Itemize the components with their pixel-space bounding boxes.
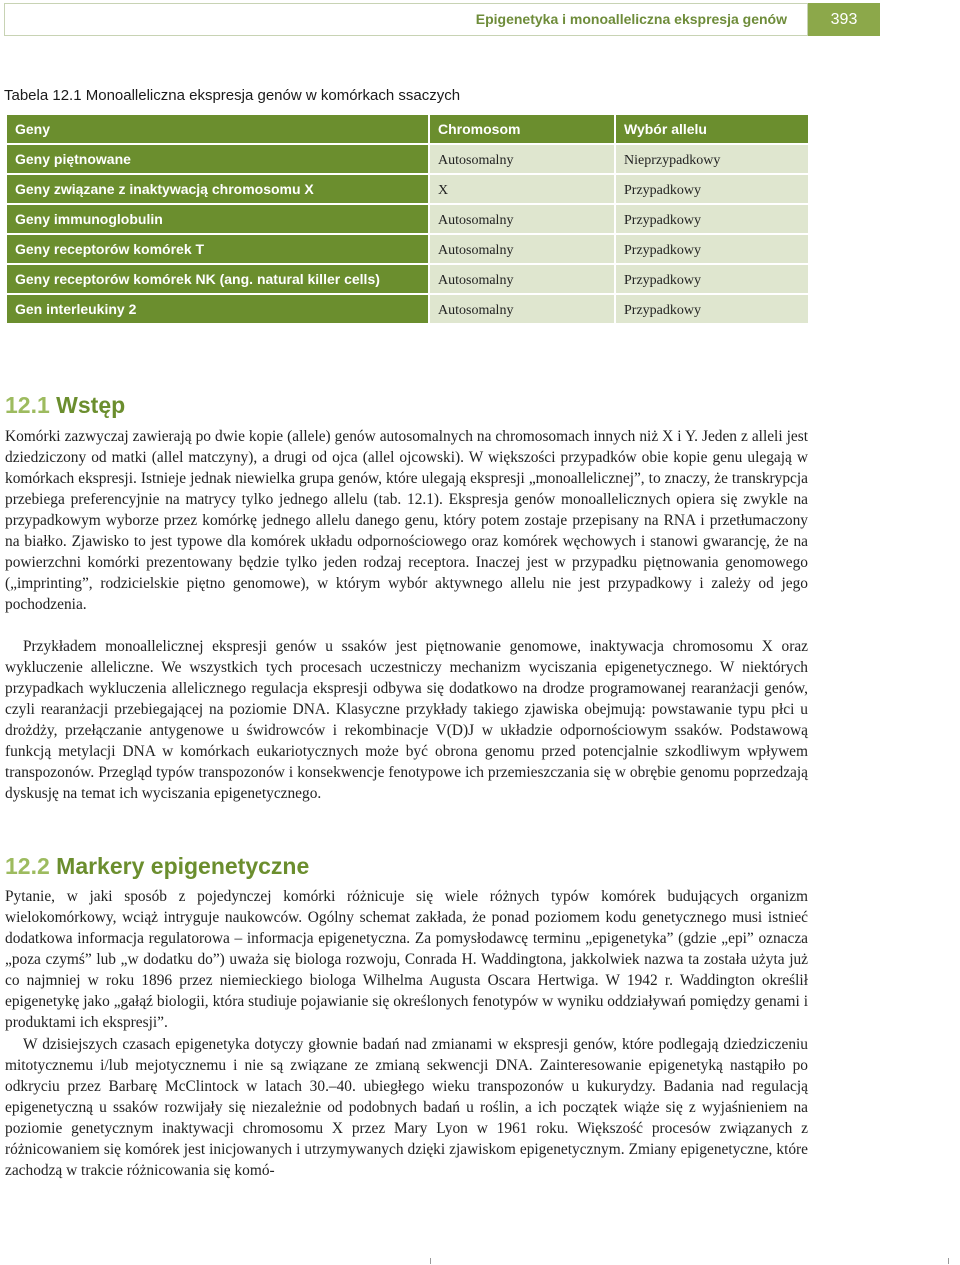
gene-cell: Geny piętnowane [6, 144, 429, 174]
table-caption: Tabela 12.1 Monoalleliczna ekspresja genów w komórkach ssaczych [4, 87, 461, 104]
gene-cell: Gen interleukiny 2 [6, 294, 429, 324]
table-row [6, 204, 809, 234]
table-row [6, 294, 809, 324]
gene-cell: Geny receptorów komórek T [6, 234, 429, 264]
allele-choice-cell: Nieprzypadkowy [615, 144, 809, 174]
paragraph: Pytanie, w jaki sposób z pojedynczej komórki różnicuje się wiele różnych typów komórek budujących organizm wielokomórkowy, wciąż intryguje naukowców. Ogólny schemat zakłada, że ponad poziomem kodu genetycznego musi istnieć dodatkowa informacja regulatorowa – informacja epigenetyczna. Za pomysłodawcę terminu „epigenetyka” (gdzie „epi” oznacza „poza czymś” lub „w dodatku do”) uważa się biologa rozwoju, Conrada H. Waddingtona, jakkolwiek nazwa ta została użyta już co najmniej w roku 1896 przez niemieckiego biologa Wilhelma Augusta Oscara Hertwiga. W 1942 r. Waddington określił epigenetykę jako „gałąź biologii, która studiuje pojawianie się określonych fenotypów w wyniku oddziaływań pomiędzy genami i produktami ich ekspresji”. [5, 888, 808, 1031]
table-row [6, 234, 809, 264]
column-header-genes: Geny [6, 114, 429, 144]
gene-cell: Geny immunoglobulin [6, 204, 429, 234]
section-heading-markers [5, 853, 309, 880]
allele-choice-cell: Przypadkowy [615, 294, 809, 324]
section-number: 12.2 [5, 853, 50, 879]
allele-choice-cell: Przypadkowy [615, 204, 809, 234]
section-number: 12.1 [5, 392, 50, 418]
column-header-chromosome: Chromosom [429, 114, 615, 144]
allele-choice-cell: Przypadkowy [615, 234, 809, 264]
section-heading-intro [5, 392, 125, 419]
chromosome-cell: X [429, 174, 615, 204]
table-row [6, 144, 809, 174]
page-number: 393 [808, 3, 880, 36]
allele-choice-cell: Przypadkowy [615, 174, 809, 204]
chromosome-cell: Autosomalny [429, 204, 615, 234]
chromosome-cell: Autosomalny [429, 144, 615, 174]
running-title: Epigenetyka i monoalleliczna ekspresja genów [475, 11, 787, 27]
crop-mark [948, 1258, 949, 1264]
paragraph: Przykładem monoallelicznej ekspresji genów u ssaków jest piętnowanie genomowe, inaktywacja chromosomu X oraz wykluczenie alleliczne. We wszystkich tych procesach uczestniczy mechanizm wyciszania epigenetycznego. W niektórych przypadkach wykluczenia allelicznego regulacja ekspresji odbywa się dodatkowo na drodze programowanej rearanżacji genów, czyli rearanżacji przebiegającej na poziomie DNA. Klasyczne przykłady takiego zjawiska obejmują: powstawanie typu płci u drożdży, przełączanie antygenowe u świdrowców i rekombinacje V(D)J w układzie odpornościowym ssaków. Podstawową funkcją metylacji DNA w komórkach eukariotycznych może być obrona genomu przed potencjalnie szkodliwym wpływem transpozonów. Przegląd typów transpozonów i konsekwencje fenotypowe ich przemieszczania się w obrębie genomu poprzedzają dyskusję na temat ich wyciszania epigenetycznego. [5, 638, 808, 802]
crop-mark [430, 1258, 431, 1264]
section-title: Markery epigenetyczne [56, 853, 310, 879]
section-title: Wstęp [56, 392, 126, 418]
gene-cell: Geny związane z inaktywacją chromosomu X [6, 174, 429, 204]
table-header-row [6, 114, 809, 144]
column-header-allele-choice: Wybór allelu [615, 114, 809, 144]
chromosome-cell: Autosomalny [429, 294, 615, 324]
chromosome-cell: Autosomalny [429, 264, 615, 294]
table-row [6, 174, 809, 204]
gene-expression-table [5, 113, 810, 325]
paragraph: W dzisiejszych czasach epigenetyka dotyczy głownie badań nad zmianami w ekspresji genów, które podlegają dziedziczeniu mitotycznemu i/lub mejotycznemu i nie są związane ze zmianą sekwencji DNA. Zainteresowanie epigenetyką nastąpiło po odkryciu przez Barbarę McClintock w latach 30.–40. ubiegłego wieku transpozonów u kukurydzy. Badania nad regulacją epigenetyczną u ssaków rozwijały się niezależnie od podobnych badań u roślin, a ich początek wiąże się z wyjaśnieniem na poziomie genetycznym inaktywacji chromosomu X przez Mary Lyon w 1961 roku. Większość procesów związanych z różnicowaniem się komórek jest inicjowanych i utrzymywanych dzięki zjawiskom epigenetycznym. Zmiany epigenetyczne, które zachodzą w trakcie różnicowania się komó- [5, 1036, 808, 1179]
allele-choice-cell: Przypadkowy [615, 264, 809, 294]
table-row [6, 264, 809, 294]
chromosome-cell: Autosomalny [429, 234, 615, 264]
running-header [4, 3, 808, 36]
gene-cell: Geny receptorów komórek NK (ang. natural killer cells) [6, 264, 429, 294]
paragraph: Komórki zazwyczaj zawierają po dwie kopie (allele) genów autosomalnych na chromosomach innych niż X i Y. Jeden z alleli jest dziedziczony od matki (allel matczyny), a drugi od ojca (allel ojcowski). W większości przypadków obie kopie genu ulegają w komórkach ekspresji. Istnieje jednak niewielka grupa genów, które ulegają ekspresji „monoallelicznej”, to znaczy, że transkrypcja przebiega preferencyjnie na matrycy tylko jednego allelu (tab. 12.1). Ekspresja genów monoallelicznych opiera się zwykle na przypadkowym wyborze przez komórkę jednego allelu danego genu, który potem zostaje przepisany na RNA i przetłumaczony na białko. Zjawisko to jest typowe dla komórek układu odpornościowego oraz komórek węchowych i stanowi gwarancję, że na powierzchni komórki prezentowany będzie tylko jeden rodzaj receptora. Inaczej jest w przypadku piętnowania genomowego („imprinting”, rodzicielskie piętno genomowe), w którym wybór aktywnego allelu nie jest przypadkowy i zależy od jego pochodzenia. [5, 428, 808, 613]
